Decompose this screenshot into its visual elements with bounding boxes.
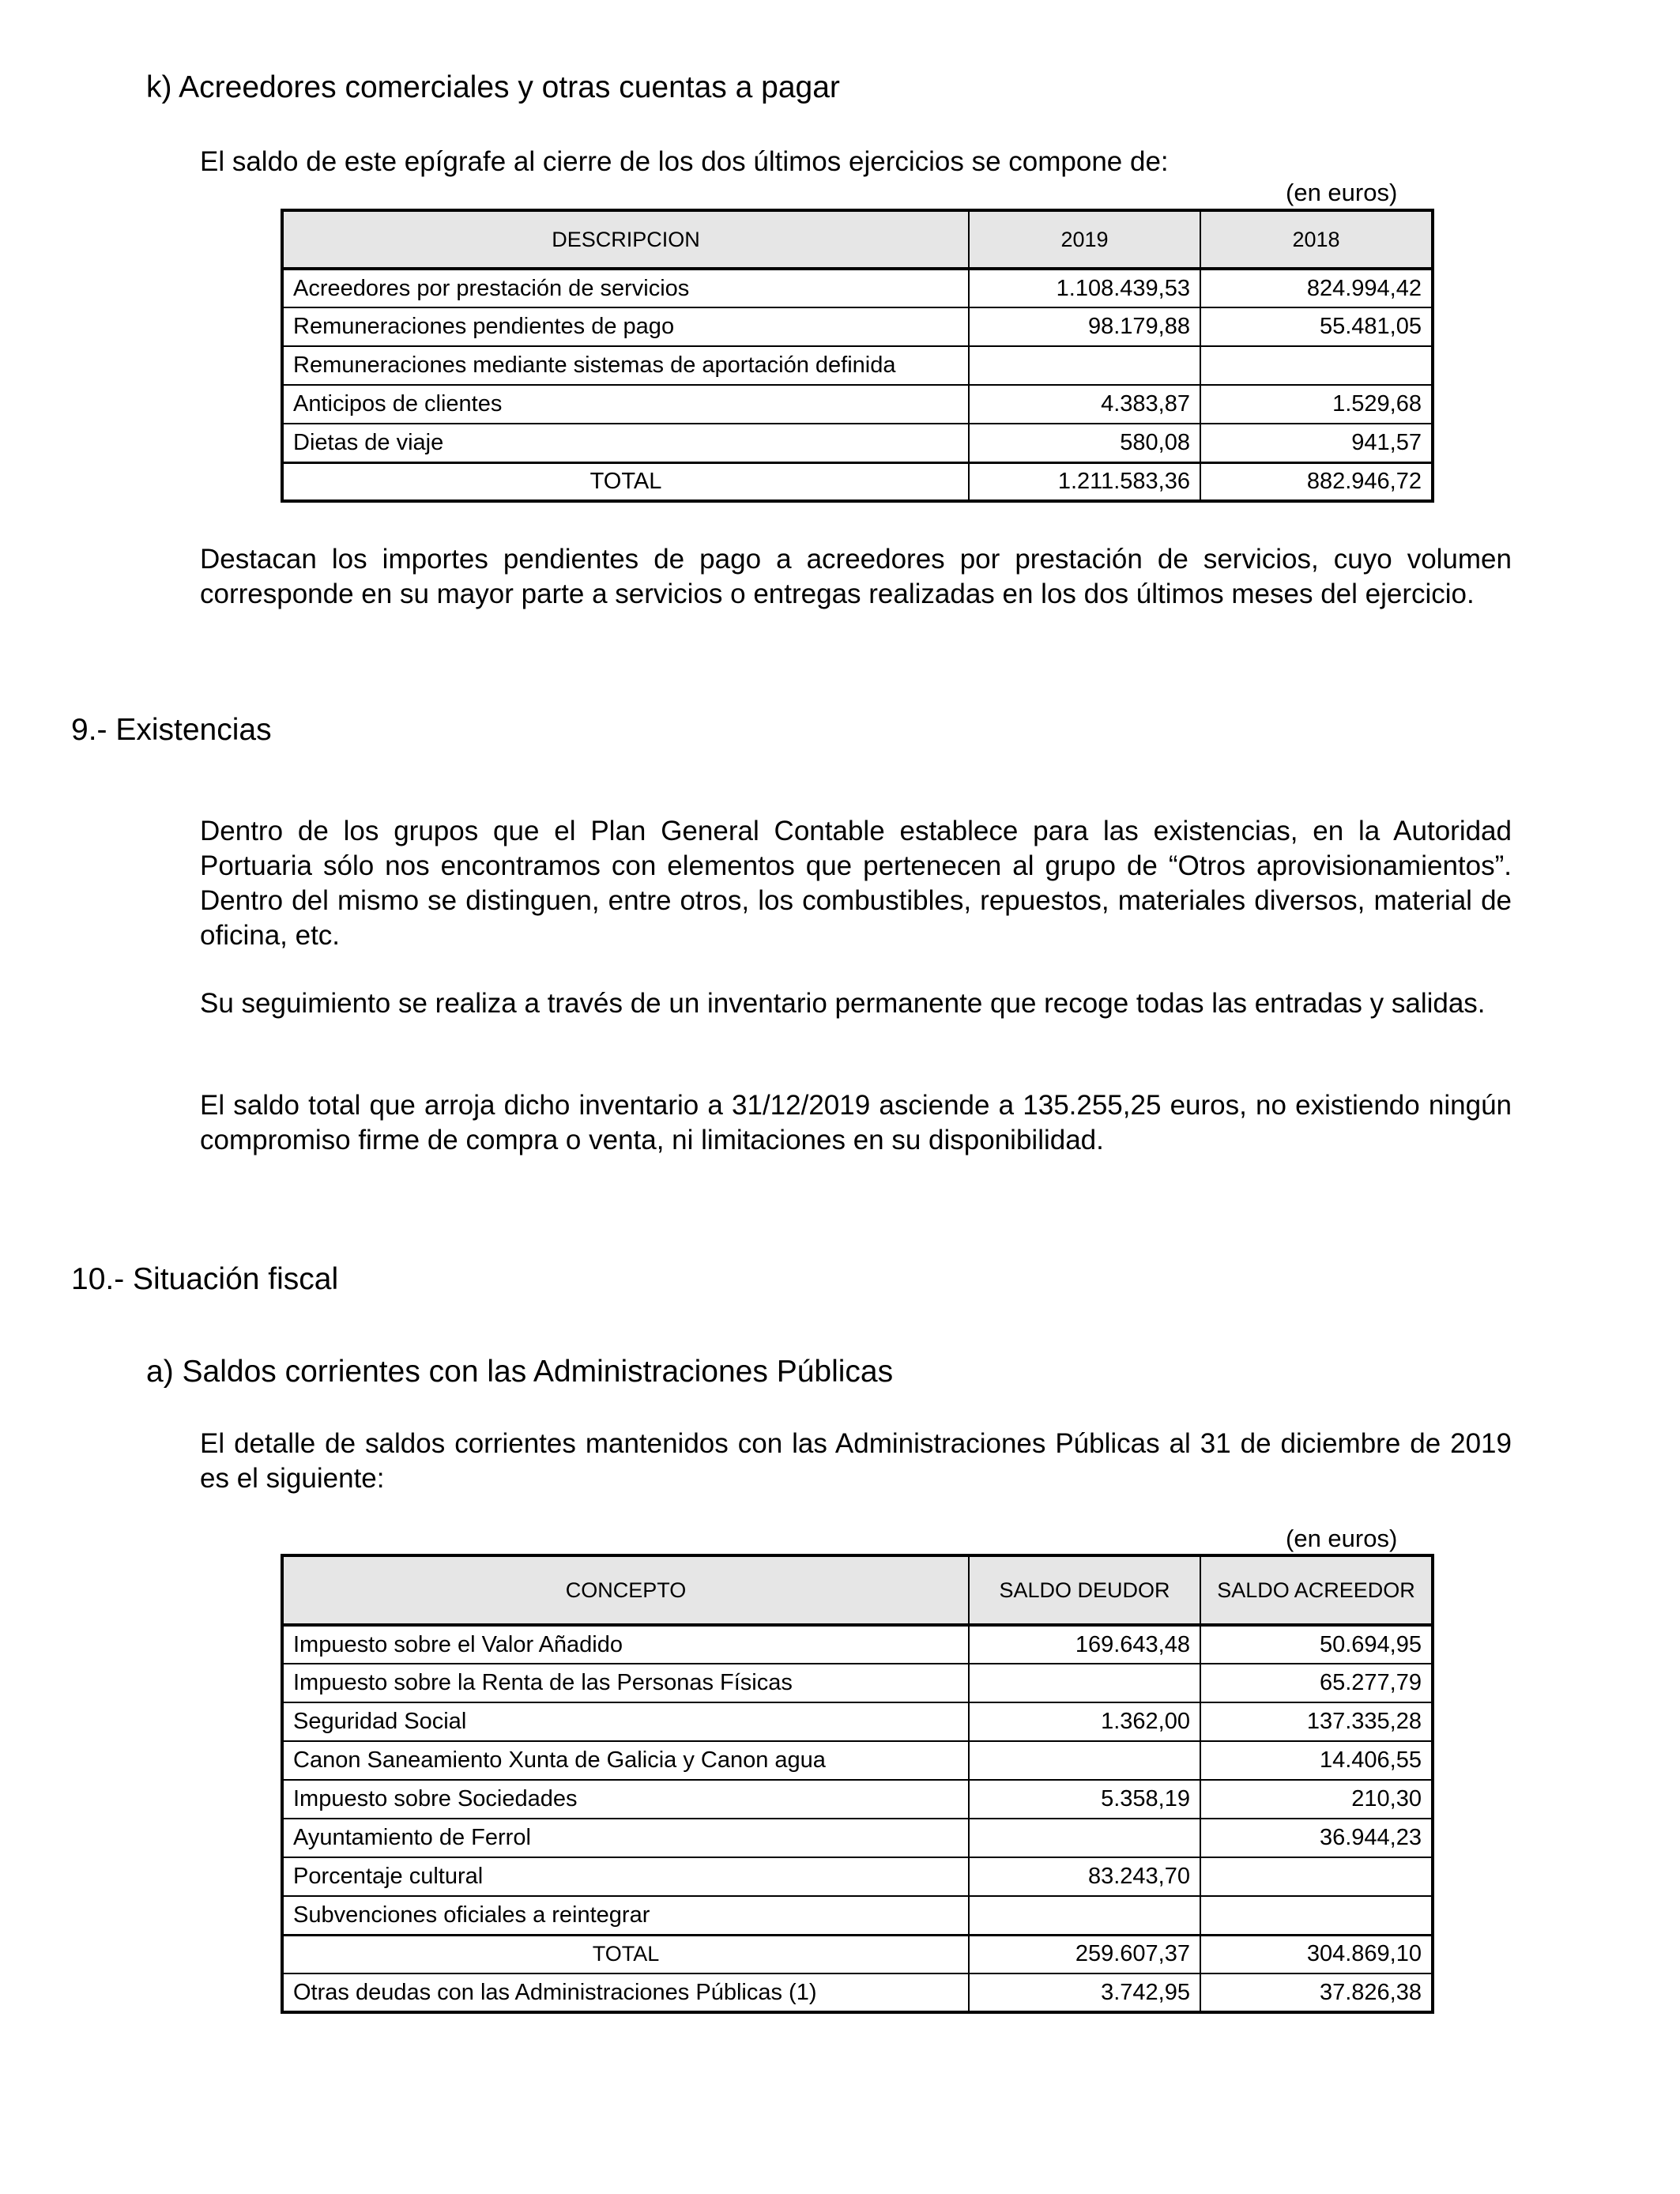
table-cell: Dietas de viaje: [282, 424, 969, 462]
section-9-paragraph-2: Su seguimiento se realiza a través de un inventario permanente que recoge todas las entradas y salidas.: [200, 988, 1486, 1019]
table-10-header-row: [282, 1555, 1433, 1625]
table-cell: 882.946,72: [1200, 462, 1433, 501]
table-row: [282, 424, 1433, 462]
table-cell: 941,57: [1200, 424, 1433, 462]
table-k-header-cell: DESCRIPCION: [282, 210, 969, 269]
section-10a-heading: a) Saldos corrientes con las Administraciones Públicas: [146, 1355, 894, 1389]
table-cell: [1200, 1857, 1433, 1896]
table-row: [282, 1973, 1433, 2012]
table-cell: 137.335,28: [1200, 1702, 1433, 1741]
table-row: [282, 1780, 1433, 1819]
section-9-paragraph-3: El saldo total que arroja dicho inventario a 31/12/2019 asciende a 135.255,25 euros, no existiendo ningún compromiso firme de compra o venta, ni limitaciones en su disponibilidad.: [200, 1090, 1512, 1155]
table-cell: 169.643,48: [969, 1625, 1200, 1664]
table-cell: 210,30: [1200, 1780, 1433, 1819]
table-cell: Canon Saneamiento Xunta de Galicia y Canon agua: [282, 1741, 969, 1780]
table-row: [282, 1702, 1433, 1741]
table-row: [282, 1896, 1433, 1935]
table-cell: Seguridad Social: [282, 1702, 969, 1741]
table-cell: 3.742,95: [969, 1973, 1200, 2012]
table-10-unit: (en euros): [1286, 1525, 1398, 1552]
section-10a-intro: El detalle de saldos corrientes mantenidos con las Administraciones Públicas al 31 de diciembre de 2019 es el siguiente:: [200, 1428, 1512, 1494]
table-10-header-cell: CONCEPTO: [282, 1555, 969, 1625]
table-cell: 4.383,87: [969, 385, 1200, 424]
table-cell: Impuesto sobre la Renta de las Personas Físicas: [282, 1664, 969, 1702]
section-k-heading: k) Acreedores comerciales y otras cuentas a pagar: [146, 70, 840, 104]
table-10-header-cell: SALDO DEUDOR: [969, 1555, 1200, 1625]
table-row: [282, 1625, 1433, 1664]
table-cell: Remuneraciones pendientes de pago: [282, 307, 969, 346]
table-cell: [969, 1819, 1200, 1857]
table-k-header-cell: 2019: [969, 210, 1200, 269]
table-cell: 259.607,37: [969, 1935, 1200, 1973]
table-row: [282, 1741, 1433, 1780]
table-total-row: [282, 1935, 1433, 1973]
table-cell: Ayuntamiento de Ferrol: [282, 1819, 969, 1857]
table-cell: Remuneraciones mediante sistemas de aportación definida: [282, 346, 969, 385]
table-row: [282, 1857, 1433, 1896]
table-cell: [969, 346, 1200, 385]
table-row: [282, 1664, 1433, 1702]
table-cell: [969, 1664, 1200, 1702]
table-cell: 1.211.583,36: [969, 462, 1200, 501]
table-cell: TOTAL: [282, 1935, 969, 1973]
table-cell: 5.358,19: [969, 1780, 1200, 1819]
table-cell: 1.529,68: [1200, 385, 1433, 424]
section-9-heading: 9.- Existencias: [71, 713, 272, 747]
table-cell: Impuesto sobre el Valor Añadido: [282, 1625, 969, 1664]
table-cell: [969, 1896, 1200, 1935]
table-cell: [969, 1741, 1200, 1780]
table-k-header-cell: 2018: [1200, 210, 1433, 269]
table-cell: 824.994,42: [1200, 269, 1433, 307]
section-k-intro: El saldo de este epígrafe al cierre de los dos últimos ejercicios se compone de:: [200, 146, 1169, 177]
table-cell: 65.277,79: [1200, 1664, 1433, 1702]
table-cell: 36.944,23: [1200, 1819, 1433, 1857]
table-cell: Porcentaje cultural: [282, 1857, 969, 1896]
table-cell: TOTAL: [282, 462, 969, 501]
table-cell: 50.694,95: [1200, 1625, 1433, 1664]
table-cell: Acreedores por prestación de servicios: [282, 269, 969, 307]
table-cell: 14.406,55: [1200, 1741, 1433, 1780]
table-cell: 1.108.439,53: [969, 269, 1200, 307]
table-cell: 580,08: [969, 424, 1200, 462]
table-cell: 37.826,38: [1200, 1973, 1433, 2012]
table-cell: [1200, 1896, 1433, 1935]
table-10-header-cell: SALDO ACREEDOR: [1200, 1555, 1433, 1625]
table-10: [281, 1554, 1434, 2014]
table-row: [282, 1819, 1433, 1857]
table-cell: Subvenciones oficiales a reintegrar: [282, 1896, 969, 1935]
table-total-row: [282, 462, 1433, 501]
table-row: [282, 269, 1433, 307]
section-10-heading: 10.- Situación fiscal: [71, 1262, 339, 1296]
table-row: [282, 385, 1433, 424]
table-k-header-row: [282, 210, 1433, 269]
table-k: [281, 209, 1434, 503]
table-cell: Impuesto sobre Sociedades: [282, 1780, 969, 1819]
section-k-note: Destacan los importes pendientes de pago a acreedores por prestación de servicios, cuyo volumen corresponde en su mayor parte a servicios o entregas realizadas en los dos últimos meses del ejercicio.: [200, 544, 1512, 609]
table-cell: Otras deudas con las Administraciones Públicas (1): [282, 1973, 969, 2012]
table-cell: 83.243,70: [969, 1857, 1200, 1896]
table-cell: Anticipos de clientes: [282, 385, 969, 424]
table-cell: 1.362,00: [969, 1702, 1200, 1741]
table-cell: 55.481,05: [1200, 307, 1433, 346]
table-row: [282, 307, 1433, 346]
table-cell: [1200, 346, 1433, 385]
table-cell: 304.869,10: [1200, 1935, 1433, 1973]
table-k-unit: (en euros): [1286, 179, 1398, 206]
table-row: [282, 346, 1433, 385]
section-9-paragraph-1: Dentro de los grupos que el Plan General Contable establece para las existencias, en la Autoridad Portuaria sólo nos encontramos con elementos que pertenecen al grupo de “Otros aprovisionamientos”. Dentro del mismo se distinguen, entre otros, los combustibles, repuestos, materiales diversos, material de oficina, etc.: [200, 816, 1512, 951]
table-cell: 98.179,88: [969, 307, 1200, 346]
